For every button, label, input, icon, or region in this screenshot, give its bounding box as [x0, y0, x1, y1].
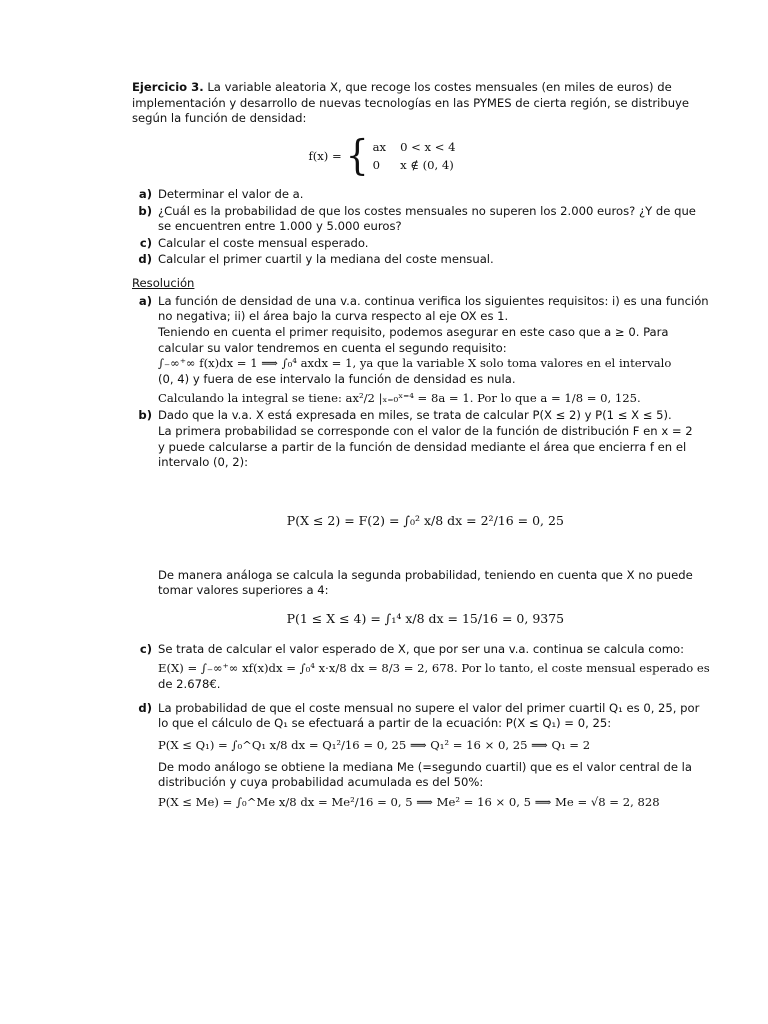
resolution-text: De modo análogo se obtiene la mediana Me (=segundo cuartil) que es el valor central de la — [158, 759, 692, 774]
resolution-text: La función de densidad de una v.a. continua verifica los siguientes requisitos: i) es una función — [158, 293, 709, 308]
resolution-b — [132, 408, 693, 640]
density-case2-cond: x ∉ (0, 4) — [400, 157, 454, 172]
resolution-text: y puede calcularse a partir de la función de densidad mediante el área que encierra f en el — [158, 439, 687, 454]
density-function — [132, 132, 632, 180]
document-page — [132, 80, 710, 812]
resolution-label: b) — [138, 408, 152, 423]
resolution-formula: Calculando la integral se tiene: ax²/2 |ₓ₌₀ˣ⁼⁴ = 8a = 1. Por lo que a = 1/8 = 0, 125. — [158, 390, 641, 405]
resolution-label: a) — [138, 293, 152, 308]
resolution-text: (0, 4) y fuera de ese intervalo la función de densidad es nula. — [158, 371, 516, 386]
density-case1-expr: ax — [372, 140, 387, 155]
question-list — [132, 186, 696, 268]
resolution-d — [132, 700, 700, 811]
resolution-text: de 2.678€. — [158, 677, 221, 692]
resolution-title: Resolución — [132, 276, 195, 291]
question-item — [132, 236, 632, 252]
resolution-text: intervalo (0, 2): — [158, 455, 249, 470]
exercise-statement — [132, 80, 690, 127]
resolution-c — [132, 641, 710, 693]
question-label: c) — [139, 235, 152, 250]
question-text: ¿Cuál es la probabilidad de que los costes mensuales no superen los 2.000 euros? ¿Y de que — [158, 203, 696, 218]
density-case1-cond: 0 < x < 4 — [400, 140, 456, 155]
exercise-text-line: La variable aleatoria X, que recoge los costes mensuales (en miles de euros) de — [207, 80, 672, 94]
question-item — [132, 252, 632, 268]
exercise-text-line: según la función de densidad: — [132, 111, 307, 126]
question-text: se encuentren entre 1.000 y 5.000 euros? — [158, 219, 402, 234]
resolution-label: c) — [139, 641, 152, 656]
question-label: b) — [138, 203, 152, 218]
resolution-label: d) — [138, 700, 152, 715]
resolution-text: De manera análoga se calcula la segunda probabilidad, teniendo en cuenta que X no puede — [158, 567, 693, 582]
question-item — [132, 187, 632, 203]
resolution-text: calcular su valor tendremos en cuenta el segundo requisito: — [158, 340, 507, 355]
equation-p-1-le-x-le-4: P(1 ≤ X ≤ 4) = ∫₁⁴ x/8 dx = 15/16 = 0, 9375 — [286, 610, 565, 626]
question-label: d) — [138, 252, 152, 267]
question-text: Calcular el primer cuartil y la mediana del coste mensual. — [158, 252, 494, 267]
resolution-text: Dado que la v.a. X está expresada en miles, se trata de calcular P(X ≤ 2) y P(1 ≤ X ≤ 5). — [158, 408, 672, 423]
question-label: a) — [138, 186, 152, 201]
resolution-text: La probabilidad de que el coste mensual no supere el valor del primer cuartil Q₁ es 0, 25, por — [158, 700, 700, 715]
question-text: Determinar el valor de a. — [158, 186, 304, 201]
density-lhs: f(x) = — [308, 149, 342, 164]
brace-icon: { — [345, 132, 369, 180]
exercise-text-line: implementación y desarrollo de nuevas tecnologías en las PYMES de cierta región, se distribuye — [132, 95, 690, 110]
resolution-formula: P(X ≤ Q₁) = ∫₀^Q₁ x/8 dx = Q₁²/16 = 0, 25 ⟹ Q₁² = 16 × 0, 25 ⟹ Q₁ = 2 — [158, 738, 591, 753]
resolution-formula: ∫₋∞⁺∞ f(x)dx = 1 ⟹ ∫₀⁴ axdx = 1, ya que la variable X solo toma valores en el intervalo — [158, 356, 672, 371]
resolution-text: La primera probabilidad se corresponde con el valor de la función de distribución F en x = 2 — [158, 423, 693, 438]
resolution-text: tomar valores superiores a 4: — [158, 583, 329, 598]
question-item — [132, 203, 696, 235]
resolution-text: Teniendo en cuenta el primer requisito, podemos asegurar en este caso que a ≥ 0. Para — [158, 325, 669, 340]
equation-p-x-le-2: P(X ≤ 2) = F(2) = ∫₀² x/8 dx = 2²/16 = 0, 25 — [286, 512, 564, 528]
resolution-formula: E(X) = ∫₋∞⁺∞ xf(x)dx = ∫₀⁴ x·x/8 dx = 8/3 = 2, 678. Por lo tanto, el coste mensual esperado es — [158, 661, 710, 676]
resolution-text: Se trata de calcular el valor esperado de X, que por ser una v.a. continua se calcula como: — [158, 641, 685, 656]
exercise-title: Ejercicio 3. — [132, 80, 204, 94]
resolution-text: distribución y cuya probabilidad acumulada es del 50%: — [158, 775, 484, 790]
density-case2-expr: 0 — [372, 157, 381, 172]
resolution-formula: P(X ≤ Me) = ∫₀^Me x/8 dx = Me²/16 = 0, 5 ⟹ Me² = 16 × 0, 5 ⟹ Me = √8 = 2, 828 — [158, 794, 660, 809]
question-text: Calcular el coste mensual esperado. — [158, 235, 369, 250]
resolution-text: lo que el cálculo de Q₁ se efectuará a partir de la ecuación: P(X ≤ Q₁) = 0, 25: — [158, 716, 612, 731]
resolution-a — [132, 293, 709, 406]
resolution-text: no negativa; ii) el área bajo la curva respecto al eje OX es 1. — [158, 309, 509, 324]
